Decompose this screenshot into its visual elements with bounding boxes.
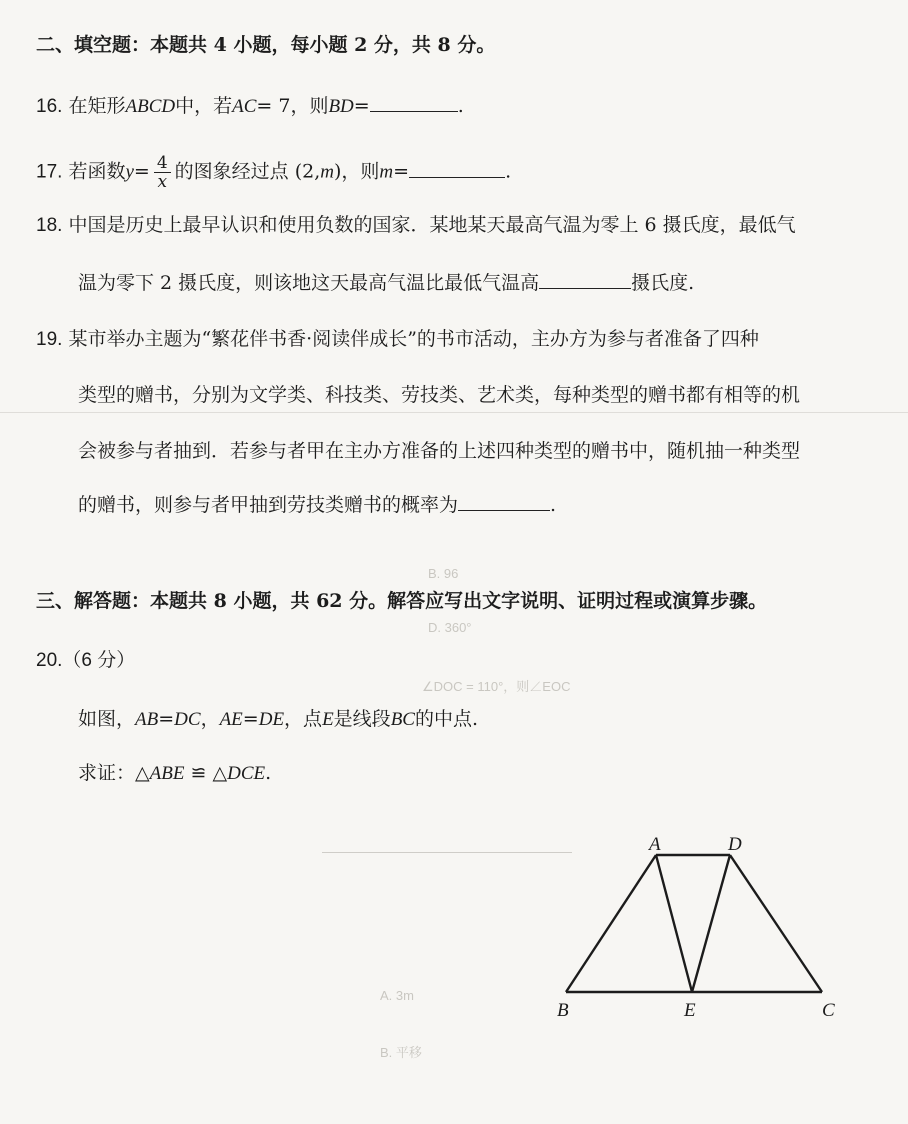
math-var: m bbox=[320, 161, 334, 183]
point-label-a: A bbox=[649, 834, 661, 855]
ghost-text: B. 96 bbox=[428, 566, 459, 581]
question-number: 18. bbox=[36, 215, 63, 236]
question-number: 17. bbox=[36, 161, 63, 183]
point-label-c: C bbox=[822, 1000, 835, 1021]
text: = bbox=[133, 160, 150, 183]
text: 摄氏度. bbox=[631, 272, 695, 294]
text: = bbox=[393, 160, 410, 183]
section3-header: 三、解答题：本题共 8 小题，共 62 分。解答应写出文字说明、证明过程或演算步骤。 bbox=[36, 590, 768, 612]
segment-de bbox=[692, 855, 730, 992]
math-var: DC bbox=[174, 709, 201, 730]
text: 若函数 bbox=[68, 160, 126, 183]
point-label-b: B bbox=[557, 1000, 569, 1021]
math-var: AB bbox=[135, 709, 159, 730]
text: 中国是历史上最早认识和使用负数的国家．某地某天最高气温为零上 6 摄氏度，最低气 bbox=[68, 214, 796, 236]
segment-ab bbox=[566, 855, 656, 992]
fraction-numerator: 4 bbox=[154, 154, 171, 173]
text: ，点 bbox=[284, 708, 323, 730]
text: 中，若 bbox=[175, 95, 233, 117]
text: 的中点. bbox=[414, 708, 479, 730]
text: 的赠书，则参与者甲抽到劳技类赠书的概率为 bbox=[78, 494, 459, 516]
text: . bbox=[457, 95, 464, 117]
math-var: E bbox=[322, 709, 334, 730]
text: = bbox=[158, 708, 175, 730]
math-var: AE bbox=[219, 709, 243, 730]
math-var: BD bbox=[328, 96, 354, 117]
section2-header: 二、填空题：本题共 4 小题，每小题 2 分，共 8 分。 bbox=[36, 34, 496, 56]
text: 是线段 bbox=[333, 708, 391, 730]
ghost-text: ∠DOC = 110°，则∠EOC bbox=[422, 679, 571, 694]
text: 的图象经过点 (2, bbox=[174, 160, 321, 183]
math-var: y bbox=[125, 161, 134, 183]
ghost-text: D. 360° bbox=[428, 620, 472, 635]
text: = bbox=[242, 708, 259, 730]
text: = 7，则 bbox=[256, 95, 329, 117]
question-number: 19. bbox=[36, 329, 63, 350]
text: 在矩形 bbox=[68, 95, 126, 117]
text: = bbox=[353, 95, 370, 117]
math-var: AC bbox=[232, 96, 257, 117]
text: 如图， bbox=[78, 708, 136, 730]
segment-ae bbox=[656, 855, 692, 992]
math-var: DCE bbox=[227, 763, 266, 784]
text: . bbox=[265, 762, 272, 784]
question-19-line2: 类型的赠书，分别为文学类、科技类、劳技类、艺术类，每种类型的赠书都有相等的机 bbox=[78, 384, 801, 406]
ghost-text: B. 平移 bbox=[380, 1045, 422, 1060]
text: )，则 bbox=[334, 160, 380, 183]
ghost-text: A. 3m bbox=[380, 988, 414, 1003]
question-19-line3: 会被参与者抽到．若参与者甲在主办方准备的上述四种类型的赠书中，随机抽一种类型 bbox=[78, 440, 801, 462]
text: . bbox=[550, 494, 557, 516]
math-var: ABE bbox=[149, 763, 185, 784]
text: ≌ △ bbox=[184, 762, 228, 784]
math-var: BC bbox=[390, 709, 415, 730]
question-20-number: 20.（6 分） bbox=[36, 650, 136, 671]
text: ， bbox=[200, 708, 220, 730]
fraction-denominator: x bbox=[157, 172, 168, 192]
point-label-e: E bbox=[684, 1000, 696, 1021]
math-var: DE bbox=[258, 709, 285, 730]
text: . bbox=[505, 160, 512, 183]
text: △ bbox=[135, 762, 150, 784]
point-label-d: D bbox=[728, 834, 742, 855]
question-number: 16. bbox=[36, 96, 63, 117]
segment-dc bbox=[730, 855, 822, 992]
text: 求证： bbox=[78, 762, 136, 784]
text: 温为零下 2 摄氏度，则该地这天最高气温比最低气温高 bbox=[78, 272, 540, 294]
math-var: m bbox=[379, 161, 394, 183]
text: 某市举办主题为“繁花伴书香·阅读伴成长”的书市活动，主办方为参与者准备了四种 bbox=[68, 328, 759, 350]
math-var: ABCD bbox=[125, 96, 176, 117]
